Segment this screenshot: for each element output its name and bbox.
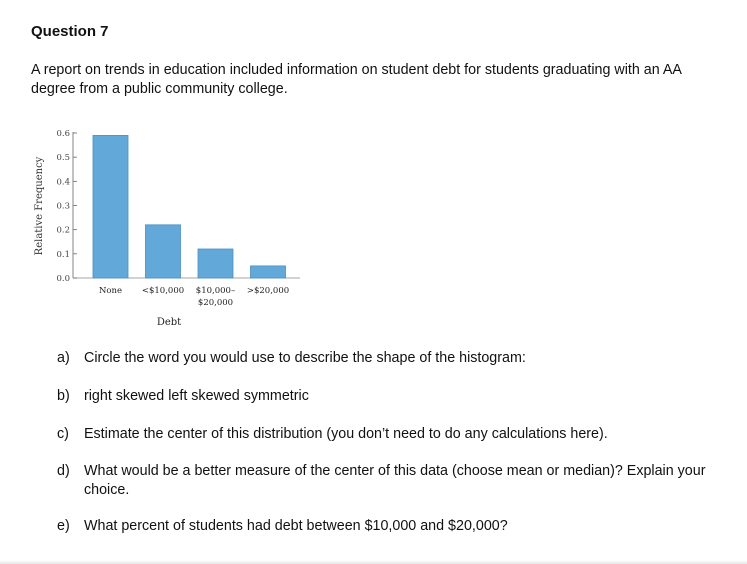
question-intro: A report on trends in education included information on student debt for students graduating with an AA degree from a public community college. bbox=[31, 62, 682, 97]
x-category-label: <$10,000 bbox=[141, 286, 185, 296]
x-category-label: None bbox=[98, 286, 123, 296]
y-tick-label: 0.5 bbox=[56, 153, 70, 164]
part-c-label: c) bbox=[57, 426, 69, 442]
histogram-bar bbox=[93, 135, 128, 278]
histogram-bar bbox=[251, 266, 286, 278]
part-d-label: d) bbox=[57, 463, 70, 479]
part-d-text: What would be a better measure of the center of this data (choose mean or median)? Explain your choice. bbox=[84, 463, 706, 498]
x-category-label: $20,000 bbox=[197, 298, 234, 308]
x-category-label: $10,000– bbox=[195, 286, 236, 296]
part-a-label: a) bbox=[57, 350, 70, 366]
y-tick-label: 0.2 bbox=[56, 225, 70, 236]
x-category-label: >$20,000 bbox=[246, 286, 290, 296]
page-bottom-edge bbox=[0, 560, 747, 564]
part-e-label: e) bbox=[57, 518, 70, 534]
part-b-text: right skewed left skewed symmetric bbox=[84, 388, 309, 404]
part-c-text: Estimate the center of this distribution (you don’t need to do any calculations here). bbox=[84, 426, 608, 442]
x-axis-label: Debt bbox=[156, 317, 182, 328]
y-tick-label: 0.3 bbox=[56, 201, 70, 212]
y-axis-label: Relative Frequency bbox=[34, 156, 45, 256]
question-title: Question 7 bbox=[31, 23, 109, 40]
part-e-text: What percent of students had debt between $10,000 and $20,000? bbox=[84, 518, 508, 534]
histogram-bar bbox=[198, 249, 233, 278]
debt-histogram bbox=[30, 122, 310, 337]
part-a-text: Circle the word you would use to describe the shape of the histogram: bbox=[84, 350, 526, 366]
y-tick-label: 0.4 bbox=[56, 177, 70, 188]
y-tick-label: 0.0 bbox=[56, 274, 70, 284]
y-tick-label: 0.6 bbox=[56, 129, 70, 139]
part-b-label: b) bbox=[57, 388, 70, 404]
y-tick-label: 0.1 bbox=[56, 249, 70, 260]
histogram-bar bbox=[146, 225, 181, 278]
